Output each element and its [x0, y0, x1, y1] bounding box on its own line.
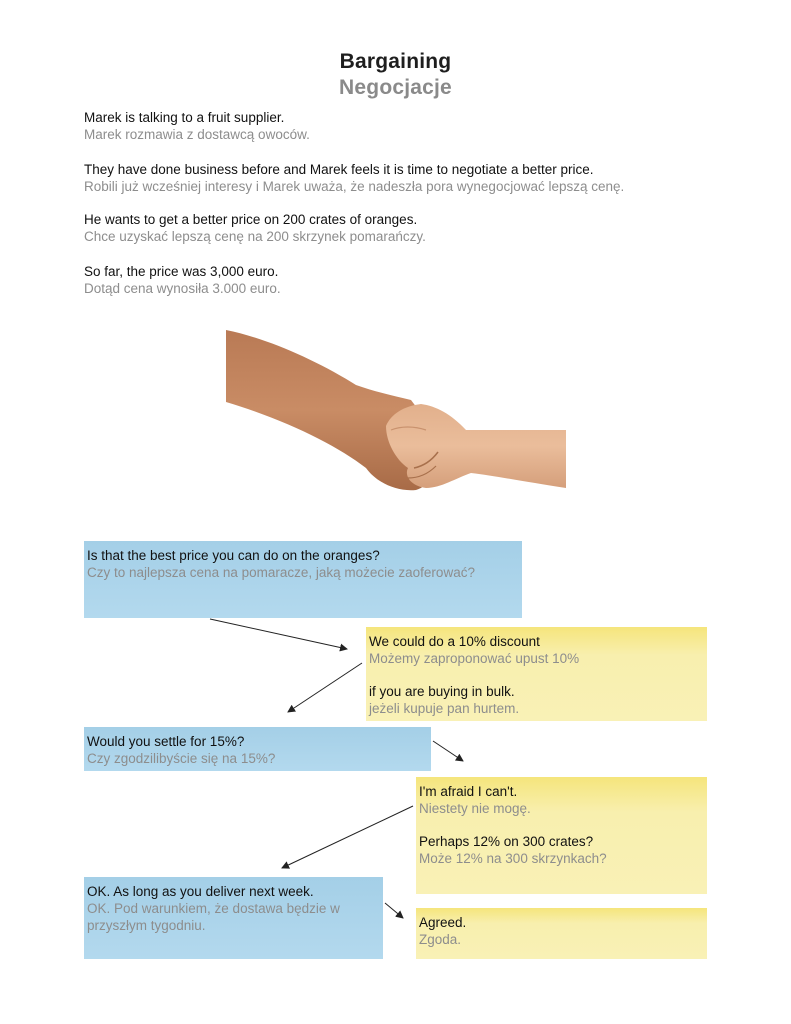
supplier-box-1 [366, 627, 707, 721]
intro-4-polish: Dotąd cena wynosiła 3.000 euro. [84, 281, 281, 296]
arrow-q1-to-a1 [210, 619, 347, 649]
a1-line2-polish: jeżeli kupuje pan hurtem. [369, 701, 520, 716]
a1-line2-english: if you are buying in bulk. [369, 684, 515, 699]
arrow-a1-to-q2 [288, 663, 362, 712]
q1-polish: Czy to najlepsza cena na pomaracze, jaką możecie zaoferować? [87, 565, 475, 580]
arrow-a2-to-q3 [282, 806, 413, 868]
intro-4-english: So far, the price was 3,000 euro. [84, 264, 279, 279]
a3-english: Agreed. [419, 915, 467, 930]
intro-3-english: He wants to get a better price on 200 crates of oranges. [84, 212, 418, 227]
intro-paragraph-1 [84, 109, 724, 143]
buyer-box-2 [84, 727, 431, 771]
supplier-box-2 [416, 777, 707, 894]
a2-line1-english: I'm afraid I can't. [419, 784, 518, 799]
a1-line1-english: We could do a 10% discount [369, 634, 540, 649]
a2-line2-english: Perhaps 12% on 300 crates? [419, 834, 594, 849]
intro-2-polish: Robili już wcześniej interesy i Marek uważa, że nadeszła pora wynegocjować lepszą cenę. [84, 179, 625, 194]
intro-paragraph-4 [84, 263, 724, 297]
buyer-box-1 [84, 541, 522, 618]
q2-english: Would you settle for 15%? [87, 734, 245, 749]
intro-1-polish: Marek rozmawia z dostawcą owoców. [84, 127, 310, 142]
a2-line1-polish: Niestety nie mogę. [419, 801, 531, 816]
title-english: Bargaining [339, 50, 452, 73]
handshake-photo [226, 330, 566, 536]
intro-paragraph-3 [84, 211, 724, 245]
title-polish: Negocjacje [339, 76, 452, 99]
q3-english: OK. As long as you deliver next week. [87, 884, 314, 899]
a1-line1-polish: Możemy zaproponować upust 10% [369, 651, 580, 666]
a2-line2-polish: Może 12% na 300 skrzynkach? [419, 851, 607, 866]
q3-polish: OK. Pod warunkiem, że dostawa będzie w przyszłym tygodniu. [87, 901, 340, 933]
intro-2-english: They have done business before and Marek feels it is time to negotiate a better price. [84, 162, 594, 177]
q1-english: Is that the best price you can do on the oranges? [87, 548, 380, 563]
intro-1-english: Marek is talking to a fruit supplier. [84, 110, 285, 125]
intro-paragraph-2 [84, 161, 724, 195]
intro-3-polish: Chce uzyskać lepszą cenę na 200 skrzynek pomarańczy. [84, 229, 426, 244]
q2-polish: Czy zgodzilibyście się na 15%? [87, 751, 276, 766]
supplier-box-3 [416, 908, 707, 959]
a3-polish: Zgoda. [419, 932, 462, 947]
buyer-box-3 [84, 877, 383, 959]
arrow-q2-to-a2 [433, 741, 463, 761]
arrow-q3-to-a3 [385, 903, 403, 918]
